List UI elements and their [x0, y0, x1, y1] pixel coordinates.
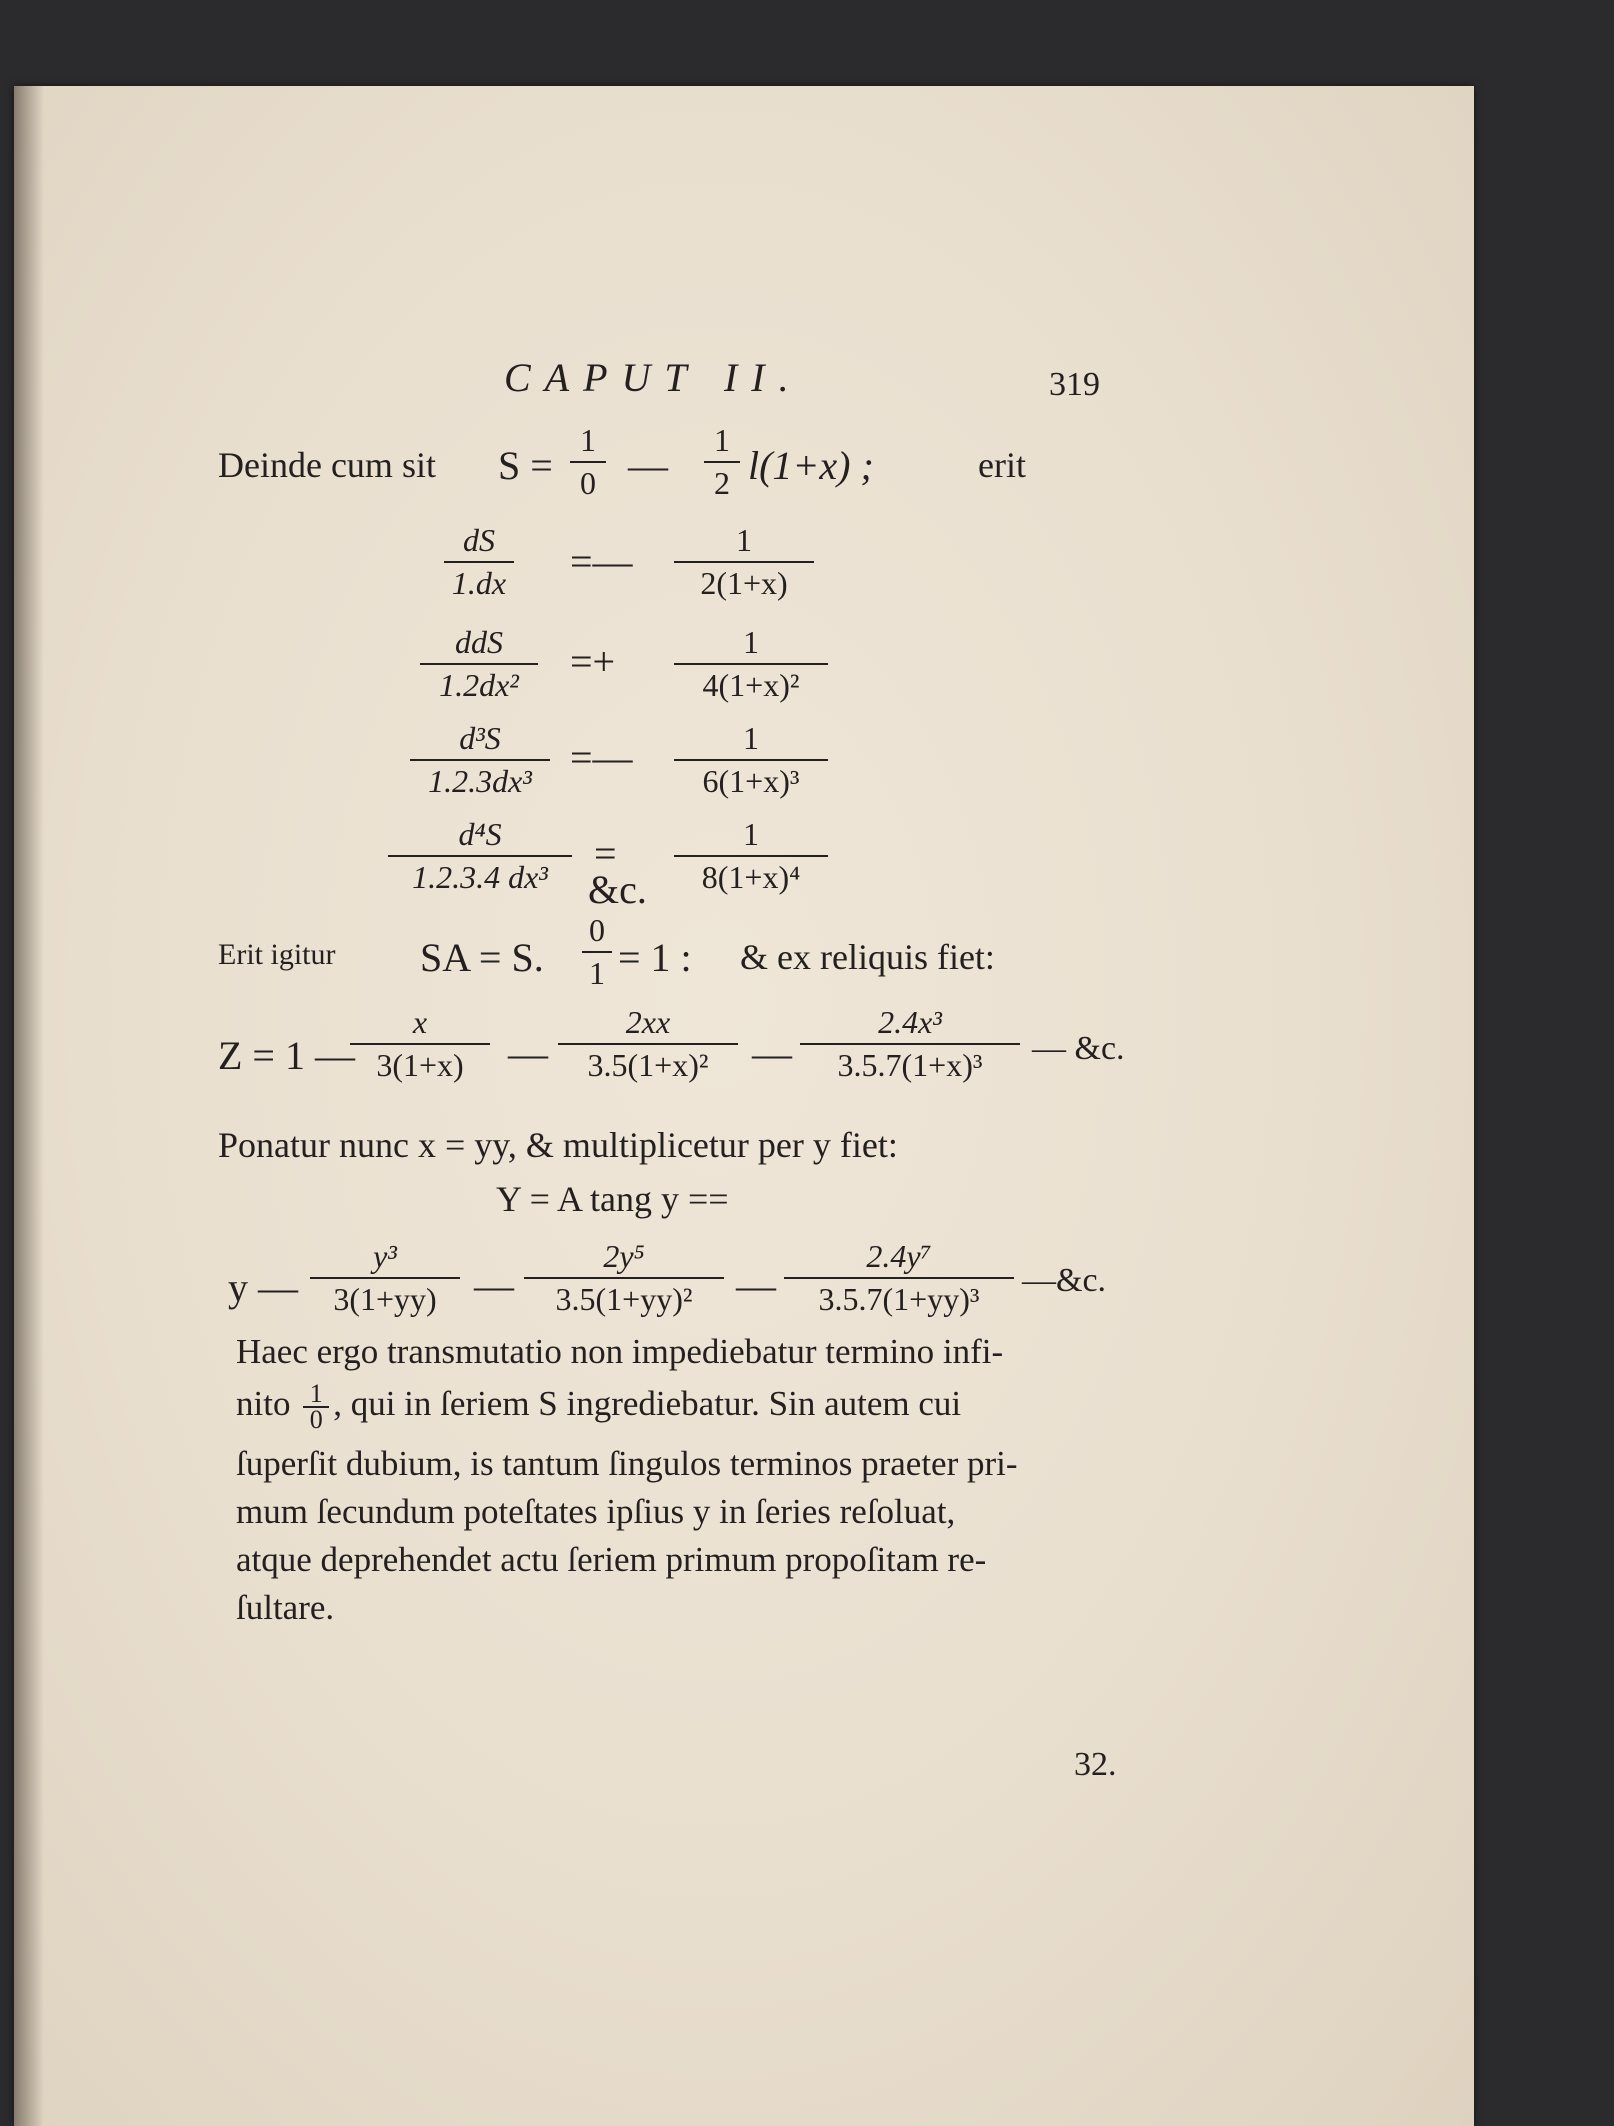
- y-series-lead: y —: [228, 1265, 298, 1310]
- y-term-1: $\frac{\text{y³}}{3(1+yy)}$: [310, 1238, 460, 1318]
- deriv-4-op: =: [594, 831, 617, 876]
- deriv-4-left: $\frac{\text{d⁴S}}{\text{1.2.3.4 dx³}}$: [388, 816, 572, 896]
- erit-igitur-tail: & ex reliquis fiet:: [740, 937, 995, 977]
- z-term-2: $\frac{2xx}{\text{3.5(1+x)²}}$: [558, 1004, 738, 1084]
- paragraph-line-3: ſuperſit dubium, is tantum ſingulos terminos praeter pri-: [236, 1444, 1018, 1483]
- paragraph-line-2: nito $\frac{1}{0}$ , qui in ſeriem S ingrediebatur. Sin autem cui: [236, 1378, 962, 1434]
- z-minus-1: —: [508, 1031, 548, 1076]
- y-minus-1: —: [474, 1263, 514, 1308]
- intro-fraction-1: $\frac{1}{0}$: [570, 422, 606, 502]
- ponatur-line: Ponatur nunc x = yy, & multiplicetur per y fiet:: [218, 1125, 898, 1165]
- book-page: [14, 86, 1474, 2126]
- erit-igitur-fraction: $\frac{0}{1}$: [582, 912, 612, 992]
- paragraph-line-1: Haec ergo transmutatio non impediebatur termino infi-: [236, 1332, 1004, 1371]
- deriv-2-op: =+: [570, 639, 616, 684]
- derivs-etc: &c.: [588, 867, 647, 912]
- deriv-2-right: $\frac{1}{\text{4(1+x)²}}$: [674, 624, 828, 704]
- deriv-3-right: $\frac{1}{\text{6(1+x)³}}$: [674, 720, 828, 800]
- z-term-1: $\frac{x}{3(1+x)}$: [350, 1004, 490, 1084]
- deriv-1-op: =—: [570, 539, 633, 584]
- deriv-2-left: ddS 1.2dx²: [420, 624, 538, 704]
- paragraph-line-6: ſultare.: [236, 1588, 335, 1627]
- page-gutter-shadow: [14, 86, 44, 2126]
- z-minus-2: —: [752, 1031, 792, 1076]
- y-minus-2: —: [736, 1263, 776, 1308]
- y-term-3: $\frac{\text{2.4y⁷}}{\text{3.5.7(1+yy)³}}$: [784, 1238, 1014, 1318]
- erit-igitur-rest: = 1 :: [618, 935, 692, 980]
- running-head: CAPUT II.: [504, 355, 803, 400]
- deriv-4-right: $\frac{1}{\text{8(1+x)⁴}}$: [674, 816, 828, 896]
- paragraph-line-4: mum ſecundum poteſtates ipſius y in ſeries reſoluat,: [236, 1492, 956, 1531]
- deriv-1-left: $\frac{dS}{1.dx}$: [444, 522, 514, 602]
- y-tang-line: Y = A tang y ==: [496, 1179, 729, 1219]
- paragraph-fraction: $\frac{1}{0}$: [303, 1382, 329, 1432]
- paragraph-line-5: atque deprehendet actu ſeriem primum propoſitam re-: [236, 1540, 987, 1579]
- intro-minus: —: [628, 443, 668, 488]
- y-term-2: $\frac{\text{2y⁵}}{\text{3.5(1+yy)²}}$: [524, 1238, 724, 1318]
- deriv-3-left: $\frac{\text{d³S}}{\text{1.2.3dx³}}$: [410, 720, 550, 800]
- intro-lead: Deinde cum sit: [218, 445, 436, 485]
- intro-tail: l(1+x) ;: [748, 443, 874, 488]
- z-series-tail: — &c.: [1032, 1030, 1125, 1067]
- intro-eq: S =: [498, 443, 553, 488]
- catchword: 32.: [1074, 1746, 1117, 1783]
- page-number: 319: [1049, 366, 1100, 403]
- intro-fraction-2: $\frac{1}{2}$: [704, 422, 740, 502]
- erit-igitur-lead: Erit igitur: [218, 938, 336, 971]
- deriv-3-op: =—: [570, 735, 633, 780]
- deriv-1-right: $\frac{1}{2(1+x)}$: [674, 522, 814, 602]
- intro-erit: erit: [978, 445, 1026, 485]
- z-series-lead: Z = 1 —: [218, 1033, 355, 1078]
- erit-igitur-eq: SA = S.: [420, 935, 544, 980]
- y-series-tail: —&c.: [1022, 1262, 1107, 1299]
- z-term-3: $\frac{\text{2.4x³}}{\text{3.5.7(1+x)³}}$: [800, 1004, 1020, 1084]
